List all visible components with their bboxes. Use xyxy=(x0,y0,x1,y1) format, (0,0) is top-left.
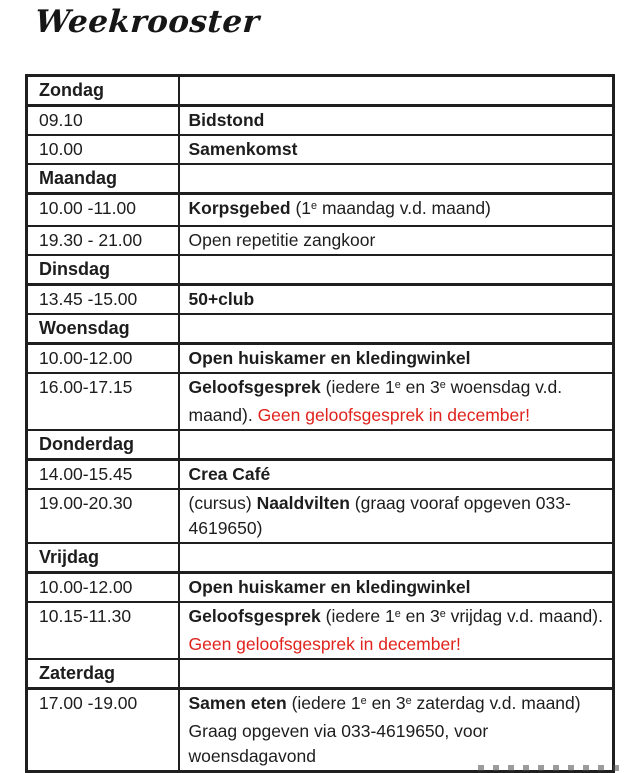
description-segment: e xyxy=(394,379,401,392)
description-cell xyxy=(179,135,614,164)
time-cell: 10.00-12.00 xyxy=(27,344,179,374)
description-segment: en 3 xyxy=(366,693,406,713)
description-cell xyxy=(179,285,614,315)
day-cell: Maandag xyxy=(27,164,179,194)
description-segment: vrijdag v.d. maand). xyxy=(445,606,603,626)
table-row xyxy=(27,194,614,227)
time-cell: 10.00-12.00 xyxy=(27,573,179,603)
day-cell: Donderdag xyxy=(27,430,179,460)
time-cell: 10.00 -11.00 xyxy=(27,194,179,227)
description-cell xyxy=(179,344,614,374)
description-segment: (iedere 1 xyxy=(286,693,361,713)
description-segment: (iedere 1 xyxy=(320,606,395,626)
table-row xyxy=(27,76,614,106)
description-cell xyxy=(179,106,614,136)
description-segment: Geen geloofsgesprek in december! xyxy=(257,405,530,425)
description-segment: e xyxy=(311,200,318,213)
table-row xyxy=(27,285,614,315)
description-segment: Crea Café xyxy=(188,464,271,484)
description-segment: e xyxy=(394,608,401,621)
description-segment: e xyxy=(439,379,446,392)
description-segment: Samenkomst xyxy=(188,139,298,159)
day-cell: Woensdag xyxy=(27,314,179,344)
day-cell: Zondag xyxy=(27,76,179,106)
description-segment: e xyxy=(405,695,412,708)
time-cell: 10.00 xyxy=(27,135,179,164)
table-row xyxy=(27,164,614,194)
description-segment: Open repetitie zangkoor xyxy=(188,230,376,250)
description-segment: (graag vooraf opgeven 033-4619650) xyxy=(188,493,571,538)
description-cell xyxy=(179,373,614,430)
description-segment: en 3 xyxy=(400,606,440,626)
description-segment: Korpsgebed xyxy=(188,198,291,218)
table-row xyxy=(27,689,614,772)
description-segment: (iedere 1 xyxy=(320,377,395,397)
description-segment: (cursus) xyxy=(188,493,257,513)
table-row xyxy=(27,255,614,285)
description-segment: Open huiskamer en kledingwinkel xyxy=(188,348,471,368)
time-cell: 14.00-15.45 xyxy=(27,460,179,490)
description-cell xyxy=(179,573,614,603)
table-row xyxy=(27,135,614,164)
description-segment: zaterdag v.d. maand) Graag opgeven via 033-4619650, voor woensdagavond xyxy=(188,693,581,766)
table-row xyxy=(27,344,614,374)
table-row xyxy=(27,430,614,460)
description-segment: e xyxy=(360,695,367,708)
description-segment: 50+club xyxy=(188,289,255,309)
schedule-table-body xyxy=(27,76,614,772)
schedule-table xyxy=(25,74,615,773)
time-cell: 19.00-20.30 xyxy=(27,489,179,543)
day-cell: Zaterdag xyxy=(27,659,179,689)
day-cell: Vrijdag xyxy=(27,543,179,573)
description-cell xyxy=(179,255,614,285)
cutoff-text-fragment xyxy=(478,765,620,771)
description-segment: woensdag v.d. maand). xyxy=(188,377,563,425)
description-segment: en 3 xyxy=(400,377,440,397)
description-cell xyxy=(179,689,614,772)
description-cell xyxy=(179,430,614,460)
day-cell: Dinsdag xyxy=(27,255,179,285)
description-cell xyxy=(179,602,614,659)
time-cell: 09.10 xyxy=(27,106,179,136)
description-segment: Geen geloofsgesprek in december! xyxy=(188,634,461,654)
table-row xyxy=(27,602,614,659)
description-cell xyxy=(179,76,614,106)
table-row xyxy=(27,659,614,689)
time-cell: 19.30 - 21.00 xyxy=(27,226,179,255)
description-segment: Bidstond xyxy=(188,110,265,130)
table-row xyxy=(27,543,614,573)
table-row xyxy=(27,373,614,430)
page-title: Weekrooster xyxy=(34,4,261,40)
table-row xyxy=(27,314,614,344)
description-segment: Geloofsgesprek xyxy=(188,606,321,626)
description-segment: Samen eten xyxy=(188,693,287,713)
description-cell xyxy=(179,659,614,689)
time-cell: 13.45 -15.00 xyxy=(27,285,179,315)
description-cell xyxy=(179,226,614,255)
description-segment: (1 xyxy=(290,198,312,218)
time-cell: 16.00-17.15 xyxy=(27,373,179,430)
description-segment: Naaldvilten xyxy=(256,493,350,513)
table-row xyxy=(27,573,614,603)
description-segment: e xyxy=(439,608,446,621)
description-cell xyxy=(179,543,614,573)
description-cell xyxy=(179,164,614,194)
time-cell: 17.00 -19.00 xyxy=(27,689,179,772)
table-row xyxy=(27,226,614,255)
description-segment: Geloofsgesprek xyxy=(188,377,321,397)
description-segment: maandag v.d. maand) xyxy=(317,198,491,218)
description-cell xyxy=(179,489,614,543)
description-cell xyxy=(179,460,614,490)
table-row xyxy=(27,106,614,136)
description-cell xyxy=(179,194,614,227)
table-row xyxy=(27,489,614,543)
table-row xyxy=(27,460,614,490)
description-cell xyxy=(179,314,614,344)
time-cell: 10.15-11.30 xyxy=(27,602,179,659)
description-segment: Open huiskamer en kledingwinkel xyxy=(188,577,471,597)
